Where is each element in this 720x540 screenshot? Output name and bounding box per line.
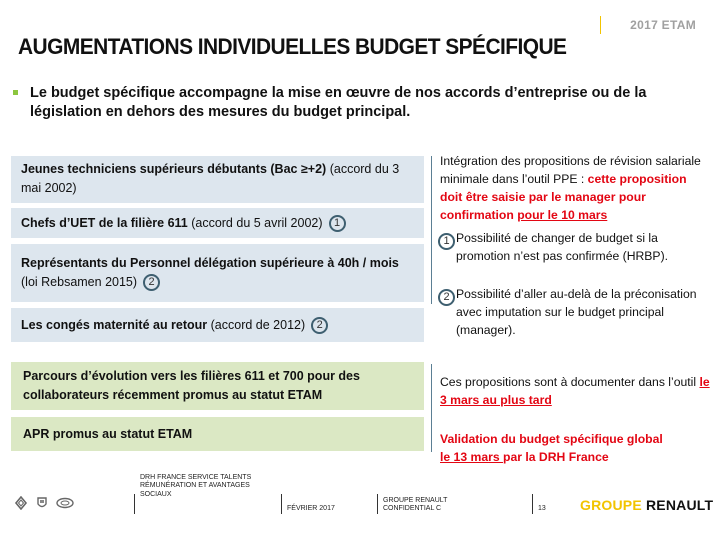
right-top-normal: Intégration des propositions de révision salariale minimale dans l’outil PPE :: [440, 154, 701, 186]
right-bottom-text: [440, 373, 710, 409]
right-bottom-red-underlined: le 3 mars au plus tard: [440, 375, 710, 407]
separator-bottom: [431, 364, 432, 452]
footer-divider: [377, 494, 378, 514]
number-two-icon: 2: [438, 289, 455, 306]
validation-text: [440, 430, 710, 466]
box-apr-promus: [11, 417, 424, 451]
right-item-1: Possibilité de changer de budget si la promotion n’est pas confirmée (HRBP).: [456, 231, 669, 263]
groupe-renault-logo: [580, 497, 713, 513]
box-representants: [11, 244, 424, 302]
footer-confidential: GROUPE RENAULT CONFIDENTIAL C: [383, 497, 448, 513]
right-bottom-normal: Ces propositions sont à documenter dans l’outil: [440, 375, 700, 389]
box-normal: (accord du 3 mai 2002): [21, 162, 400, 195]
bullet-square-icon: [13, 90, 18, 95]
logo-groupe: GROUPE: [580, 497, 642, 513]
validation-end: par la DRH France: [503, 450, 609, 464]
box-bold: Chefs d’UET de la filière 611: [21, 216, 188, 230]
footer-date: FÉVRIER 2017: [287, 505, 335, 512]
samsung-logo-icon: [56, 496, 74, 510]
number-one-icon: 1: [329, 215, 346, 232]
renault-diamond-icon: [14, 496, 28, 510]
box-bold: Parcours d’évolution vers les filières 611 et 700 pour des collaborateurs récemment promus au statut ETAM: [23, 369, 360, 402]
box-jeunes-techniciens: [11, 156, 424, 203]
box-parcours-evolution: [11, 362, 424, 410]
number-two-icon: 2: [143, 274, 160, 291]
right-top-red: cette proposition doit être saisie par le manager pour confirmation: [440, 172, 687, 222]
footer-divider: [281, 494, 282, 514]
box-normal: (accord de 2012): [207, 318, 306, 332]
box-bold: APR promus au statut ETAM: [23, 427, 193, 441]
page-title: AUGMENTATIONS INDIVIDUELLES BUDGET SPÉCIFIQUE: [18, 34, 567, 59]
number-two-icon: 2: [311, 317, 328, 334]
right-item-2: Possibilité d’aller au-delà de la préconisation avec imputation sur le budget principal (manager).: [456, 287, 697, 337]
box-normal: (accord du 5 avril 2002): [187, 216, 323, 230]
validation-date: le 13 mars: [440, 450, 504, 464]
box-conges-maternite: [11, 308, 424, 342]
validation-red: Validation du budget spécifique global: [440, 432, 663, 446]
page-number: 13: [538, 505, 546, 512]
box-bold: Les congés maternité au retour: [21, 318, 208, 332]
header-tag: 2017 ETAM: [630, 18, 696, 32]
right-top-red-underlined: pour le 10 mars: [517, 208, 608, 222]
intro-text: Le budget spécifique accompagne la mise en œuvre de nos accords d’entreprise ou de la législation en dehors des mesures du budget principal.: [30, 85, 647, 120]
dacia-logo-icon: [35, 496, 49, 510]
footer-department: DRH FRANCE SERVICE TALENTS RÉMUNÉRATION ET AVANTAGES SOCIAUX: [140, 474, 252, 498]
box-normal: (loi Rebsamen 2015): [21, 275, 138, 289]
footer-divider: [532, 494, 533, 514]
separator-top: [431, 156, 432, 304]
box-chefs-uet: [11, 208, 424, 238]
header-divider: [600, 16, 601, 34]
box-bold: Jeunes techniciens supérieurs débutants (Bac ≥+2): [21, 162, 327, 176]
footer-divider: [134, 494, 135, 514]
logo-renault: RENAULT: [645, 497, 714, 513]
number-one-icon: 1: [438, 233, 455, 250]
right-top-text: [440, 152, 710, 224]
brand-icons: [14, 496, 74, 510]
box-bold: Représentants du Personnel délégation supérieure à 40h / mois: [21, 256, 399, 270]
